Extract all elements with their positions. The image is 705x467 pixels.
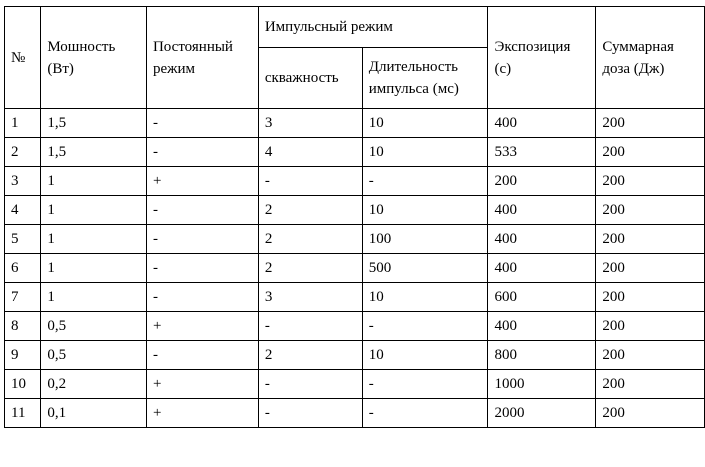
table-row bbox=[5, 225, 705, 254]
cell-pulse: - bbox=[362, 167, 488, 196]
header-exposure-line2: (с) bbox=[494, 60, 512, 77]
table-row bbox=[5, 399, 705, 428]
header-duty: скважность bbox=[258, 48, 362, 109]
table-row bbox=[5, 312, 705, 341]
cell-num: 5 bbox=[5, 225, 41, 254]
cell-continuous: + bbox=[146, 167, 258, 196]
header-exposure bbox=[488, 7, 596, 109]
cell-continuous: - bbox=[146, 225, 258, 254]
cell-pulse: - bbox=[362, 312, 488, 341]
cell-num: 10 bbox=[5, 370, 41, 399]
cell-continuous: + bbox=[146, 370, 258, 399]
cell-power: 0,2 bbox=[41, 370, 147, 399]
table-row bbox=[5, 283, 705, 312]
cell-continuous: - bbox=[146, 254, 258, 283]
cell-duty: 2 bbox=[258, 225, 362, 254]
cell-pulse: 10 bbox=[362, 196, 488, 225]
cell-pulse: 500 bbox=[362, 254, 488, 283]
cell-dose: 200 bbox=[596, 138, 705, 167]
cell-dose: 200 bbox=[596, 312, 705, 341]
cell-num: 3 bbox=[5, 167, 41, 196]
cell-pulse: - bbox=[362, 399, 488, 428]
exposure-parameters-table bbox=[4, 6, 705, 428]
header-exposure-line1: Экспозиция bbox=[494, 38, 571, 55]
table-row bbox=[5, 167, 705, 196]
cell-duty: 3 bbox=[258, 109, 362, 138]
header-pulse-length-line2: импульса (мс) bbox=[368, 81, 459, 97]
cell-power: 0,5 bbox=[41, 312, 147, 341]
table-row bbox=[5, 341, 705, 370]
cell-continuous: + bbox=[146, 399, 258, 428]
cell-num: 9 bbox=[5, 341, 41, 370]
table-row bbox=[5, 254, 705, 283]
header-power-line2: (Вт) bbox=[47, 60, 74, 77]
cell-power: 1,5 bbox=[41, 138, 147, 167]
cell-num: 1 bbox=[5, 109, 41, 138]
cell-dose: 200 bbox=[596, 399, 705, 428]
cell-power: 1 bbox=[41, 283, 147, 312]
cell-exposure: 400 bbox=[488, 109, 596, 138]
cell-exposure: 800 bbox=[488, 341, 596, 370]
cell-exposure: 1000 bbox=[488, 370, 596, 399]
cell-dose: 200 bbox=[596, 167, 705, 196]
cell-continuous: - bbox=[146, 283, 258, 312]
cell-num: 6 bbox=[5, 254, 41, 283]
cell-exposure: 400 bbox=[488, 254, 596, 283]
cell-duty: 3 bbox=[258, 283, 362, 312]
cell-pulse: 100 bbox=[362, 225, 488, 254]
cell-pulse: 10 bbox=[362, 341, 488, 370]
header-dose-line2: доза (Дж) bbox=[602, 60, 665, 77]
header-dose-line1: Суммарная bbox=[602, 38, 674, 55]
cell-exposure: 200 bbox=[488, 167, 596, 196]
cell-exposure: 2000 bbox=[488, 399, 596, 428]
cell-dose: 200 bbox=[596, 254, 705, 283]
cell-duty: - bbox=[258, 312, 362, 341]
header-continuous-line2: режим bbox=[152, 60, 195, 77]
cell-dose: 200 bbox=[596, 283, 705, 312]
cell-power: 1 bbox=[41, 225, 147, 254]
cell-dose: 200 bbox=[596, 225, 705, 254]
cell-num: 4 bbox=[5, 196, 41, 225]
header-pulse-group: Импульсный режим bbox=[258, 7, 488, 48]
cell-dose: 200 bbox=[596, 370, 705, 399]
header-pulse-length-line1: Длительность bbox=[368, 59, 458, 75]
cell-continuous: + bbox=[146, 312, 258, 341]
header-row-1 bbox=[5, 7, 705, 48]
table-row bbox=[5, 109, 705, 138]
cell-power: 1 bbox=[41, 254, 147, 283]
cell-duty: 2 bbox=[258, 196, 362, 225]
cell-duty: - bbox=[258, 399, 362, 428]
cell-duty: 4 bbox=[258, 138, 362, 167]
header-num: № bbox=[5, 7, 41, 109]
cell-num: 2 bbox=[5, 138, 41, 167]
cell-pulse: - bbox=[362, 370, 488, 399]
header-continuous-line1: Постоянный bbox=[152, 38, 233, 55]
cell-dose: 200 bbox=[596, 109, 705, 138]
cell-exposure: 533 bbox=[488, 138, 596, 167]
cell-exposure: 400 bbox=[488, 196, 596, 225]
header-power-line1: Мошность bbox=[47, 38, 116, 55]
cell-pulse: 10 bbox=[362, 138, 488, 167]
cell-exposure: 400 bbox=[488, 225, 596, 254]
cell-power: 0,1 bbox=[41, 399, 147, 428]
cell-duty: - bbox=[258, 167, 362, 196]
cell-power: 1 bbox=[41, 167, 147, 196]
cell-dose: 200 bbox=[596, 196, 705, 225]
cell-pulse: 10 bbox=[362, 109, 488, 138]
header-continuous bbox=[146, 7, 258, 109]
cell-duty: 2 bbox=[258, 341, 362, 370]
cell-duty: 2 bbox=[258, 254, 362, 283]
cell-num: 11 bbox=[5, 399, 41, 428]
cell-power: 1 bbox=[41, 196, 147, 225]
header-dose bbox=[596, 7, 705, 109]
table-row bbox=[5, 196, 705, 225]
cell-exposure: 400 bbox=[488, 312, 596, 341]
cell-continuous: - bbox=[146, 109, 258, 138]
cell-pulse: 10 bbox=[362, 283, 488, 312]
header-pulse-length bbox=[362, 48, 488, 109]
cell-continuous: - bbox=[146, 341, 258, 370]
table-row bbox=[5, 138, 705, 167]
header-power bbox=[41, 7, 147, 109]
cell-dose: 200 bbox=[596, 341, 705, 370]
cell-continuous: - bbox=[146, 138, 258, 167]
cell-power: 1,5 bbox=[41, 109, 147, 138]
table-row bbox=[5, 370, 705, 399]
cell-continuous: - bbox=[146, 196, 258, 225]
cell-num: 7 bbox=[5, 283, 41, 312]
cell-num: 8 bbox=[5, 312, 41, 341]
table-body bbox=[5, 7, 705, 428]
cell-exposure: 600 bbox=[488, 283, 596, 312]
cell-duty: - bbox=[258, 370, 362, 399]
cell-power: 0,5 bbox=[41, 341, 147, 370]
